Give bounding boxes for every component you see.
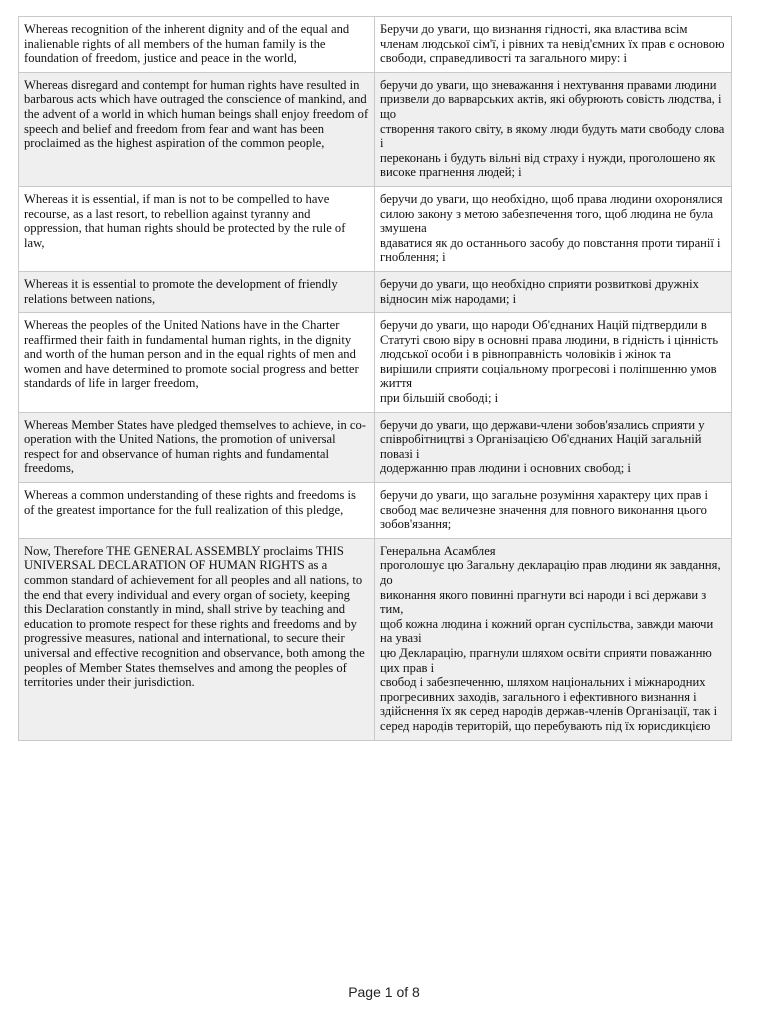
table-row	[19, 313, 732, 413]
table-row	[19, 17, 732, 73]
table-row	[19, 412, 732, 482]
table-row	[19, 483, 732, 539]
table-row	[19, 186, 732, 271]
english-text: Whereas Member States have pledged themselves to achieve, in co-operation with the United Nations, the promotion of universal respect for and observance of human rights and fundamental freedoms,	[19, 412, 375, 482]
table-row	[19, 538, 732, 740]
page-number: Page 1 of 8	[348, 984, 420, 1000]
ukrainian-text: беручи до уваги, що держави-члени зобов'язались сприяти у співробітництві з Організацією Об'єднаних Націй загальній повазі і додержанню прав людини і основних свобод; і	[375, 412, 732, 482]
english-text: Whereas the peoples of the United Nations have in the Charter reaffirmed their faith in fundamental human rights, in the dignity and worth of the human person and in the equal rights of men and women and have determined to promote social progress and better standards of life in larger freedom,	[19, 313, 375, 413]
ukrainian-text: беручи до уваги, що необхідно сприяти розвиткові дружніх відносин між народами; і	[375, 271, 732, 312]
declaration-table	[18, 16, 732, 741]
table-row	[19, 271, 732, 312]
english-text: Whereas it is essential to promote the development of friendly relations between nations,	[19, 271, 375, 312]
ukrainian-text: беручи до уваги, що народи Об'єднаних Націй підтвердили в Статуті свою віру в основні права людини, в гідність і цінність людської особи і в рівноправність чоловіків і жінок та вирішили сприяти соціальному прогресові і поліпшенню умов життя при більшій свободі; і	[375, 313, 732, 413]
english-text: Whereas it is essential, if man is not to be compelled to have recourse, as a last resort, to rebellion against tyranny and oppression, that human rights should be protected by the rule of law,	[19, 186, 375, 271]
english-text: Whereas a common understanding of these rights and freedoms is of the greatest importance for the full realization of this pledge,	[19, 483, 375, 539]
ukrainian-text: беручи до уваги, що зневажання і нехтування правами людини призвели до варварських актів, які обурюють совість людства, і що створення такого світу, в якому люди будуть мати свободу слова і переконань і будуть вільні від страху і нужди, проголошено як високе прагнення людей; і	[375, 72, 732, 186]
ukrainian-text: Беручи до уваги, що визнання гідності, яка властива всім членам людської сім'ї, і рівних та невід'ємних їх прав є основою свободи, справедливості та загального миру: і	[375, 17, 732, 73]
english-text: Whereas disregard and contempt for human rights have resulted in barbarous acts which have outraged the conscience of mankind, and the advent of a world in which human beings shall enjoy freedom of speech and belief and freedom from fear and want has been proclaimed as the highest aspiration of the common people,	[19, 72, 375, 186]
table-row	[19, 72, 732, 186]
ukrainian-text: беручи до уваги, що необхідно, щоб права людини охоронялися силою закону з метою забезпечення того, щоб людина не була змушена вдаватися як до останнього засобу до повстання проти тиранії і гноблення; і	[375, 186, 732, 271]
english-text: Now, Therefore THE GENERAL ASSEMBLY proclaims THIS UNIVERSAL DECLARATION OF HUMAN RIGHTS as a common standard of achievement for all peoples and all nations, to the end that every individual and every organ of society, keeping this Declaration constantly in mind, shall strive by teaching and education to promote respect for these rights and freedoms and by progressive measures, national and international, to secure their universal and effective recognition and observance, both among the peoples of Member States themselves and among the peoples of territories under their jurisdiction.	[19, 538, 375, 740]
english-text: Whereas recognition of the inherent dignity and of the equal and inalienable rights of all members of the human family is the foundation of freedom, justice and peace in the world,	[19, 17, 375, 73]
ukrainian-text: Генеральна Асамблея проголошує цю Загальну декларацію прав людини як завдання, до виконання якого повинні прагнути всі народи і всі держави з тим, щоб кожна людина і кожний орган суспільства, завжди маючи на увазі цю Декларацію, прагнули шляхом освіти сприяти поважанню цих прав і свобод і забезпеченню, шляхом національних і міжнародних прогресивних заходів, загального і ефективного визнання і здійснення їх як серед народів держав-членів Організації, так і серед народів територій, що перебувають під їх юрисдикцією	[375, 538, 732, 740]
ukrainian-text: беручи до уваги, що загальне розуміння характеру цих прав і свобод має величезне значення для повного виконання цього зобов'язання;	[375, 483, 732, 539]
